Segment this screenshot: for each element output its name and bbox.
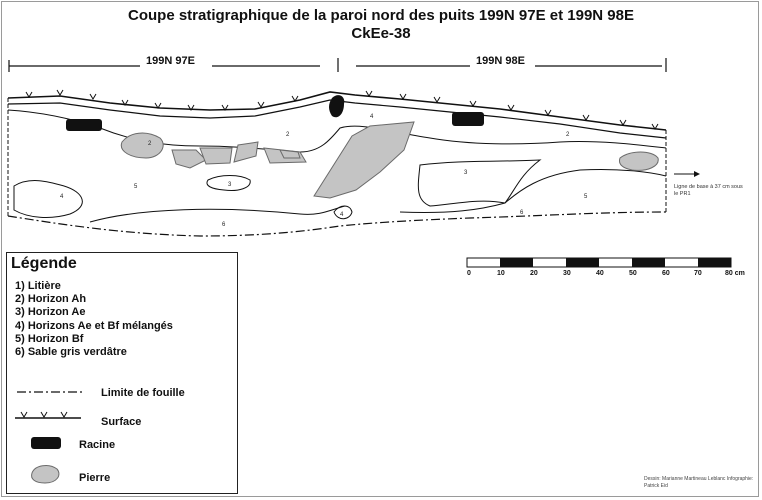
stone-7 <box>620 152 659 170</box>
legend-title: Légende <box>11 255 77 272</box>
layer-5-a: 5 <box>134 184 138 190</box>
legend-item-sand: 6) Sable gris verdâtre <box>15 346 127 359</box>
layer-2-c: 2 <box>566 132 570 138</box>
scale-tick-60: 60 <box>662 270 670 277</box>
legend-limit-label: Limite de fouille <box>101 387 185 399</box>
legend-item-ae-bf: 4) Horizons Ae et Bf mélangés <box>15 319 173 332</box>
layer-5-b: 5 <box>584 194 588 200</box>
root-3 <box>452 112 484 126</box>
legend-item-ae: 3) Horizon Ae <box>15 306 86 319</box>
baseline-arrow <box>674 171 700 177</box>
baseline-note: Ligne de base à 37 cm sous le PR1 <box>674 184 743 197</box>
surface-symbol <box>13 409 83 423</box>
ae-patch-2 <box>418 160 540 206</box>
legend <box>6 252 238 494</box>
site-code: CkEe-38 <box>351 25 411 42</box>
limit-symbol <box>15 387 85 397</box>
root-symbol <box>29 435 63 451</box>
layer-2-a: 2 <box>148 141 152 147</box>
scale-tick-20: 20 <box>530 270 538 277</box>
pit-limit-markers <box>9 58 666 72</box>
figure-title: Coupe stratigraphique de la paroi nord des puits 199N 97E et 199N 98E <box>128 7 634 24</box>
scale-tick-10: 10 <box>497 270 505 277</box>
layer-6-a: 6 <box>222 222 226 228</box>
pit-label-98e: 199N 98E <box>476 55 525 67</box>
scale-tick-70: 70 <box>694 270 702 277</box>
root-1 <box>66 119 102 131</box>
credits: Dessin: Marianne Martineau Leblanc Infographie: Patrick Eid <box>644 476 754 489</box>
stones <box>121 122 658 198</box>
legend-stone-label: Pierre <box>79 472 111 484</box>
excavation-limit <box>8 212 666 236</box>
scale-bar <box>466 257 736 269</box>
bf-boundary <box>90 206 345 222</box>
stone-3 <box>200 148 232 164</box>
layer-6-b: 6 <box>520 210 524 216</box>
scale-tick-50: 50 <box>629 270 637 277</box>
bf-left-patch <box>14 181 82 218</box>
scale-tick-80: 80 cm <box>725 270 745 277</box>
scale-tick-0: 0 <box>467 270 471 277</box>
layer-3-a: 3 <box>228 182 232 188</box>
bf-boundary-right <box>400 169 666 212</box>
layer-3-b: 3 <box>464 170 468 176</box>
legend-item-litter: 1) Litière <box>15 280 61 292</box>
stone-1 <box>121 133 163 158</box>
scale-tick-30: 30 <box>563 270 571 277</box>
root-2 <box>329 95 344 117</box>
stone-symbol <box>29 461 63 485</box>
layer-4-b: 4 <box>60 194 64 200</box>
scale-tick-40: 40 <box>596 270 604 277</box>
legend-list <box>15 280 173 359</box>
layer-4-a: 4 <box>370 114 374 120</box>
stone-4 <box>234 142 258 162</box>
stone-6 <box>314 122 414 198</box>
legend-item-ah: 2) Horizon Ah <box>15 293 87 306</box>
layer-4-c: 4 <box>340 212 344 218</box>
pit-label-97e: 199N 97E <box>146 55 195 67</box>
legend-surface-label: Surface <box>101 416 142 428</box>
layer-2-b: 2 <box>286 132 290 138</box>
stone-2 <box>172 150 206 168</box>
legend-item-bf: 5) Horizon Bf <box>15 332 84 345</box>
legend-root-label: Racine <box>79 439 116 451</box>
